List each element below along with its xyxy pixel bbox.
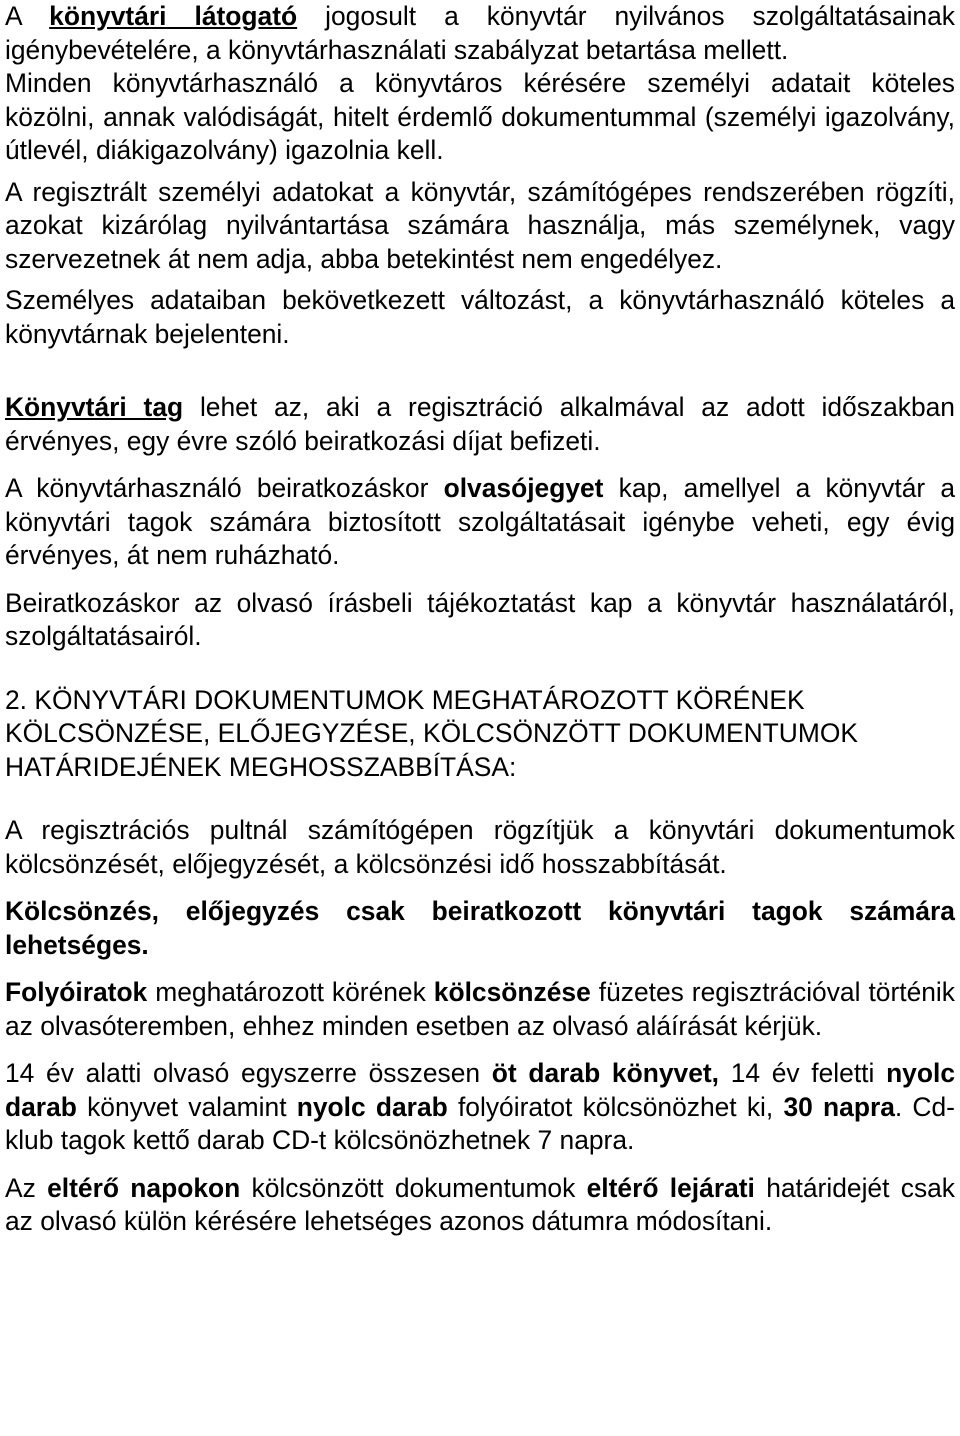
paragraph-information: Beiratkozáskor az olvasó írásbeli tájékoztatást kap a könyvtár használatáról, szolgáltatásairól.: [5, 587, 955, 651]
term-library-member: Könyvtári tag: [5, 392, 184, 422]
paragraph-registered-data: A regisztrált személyi adatokat a könyvtár, számítógépes rendszerében rögzíti, azokat kizárólag nyilvántartása számára használja, más személynek, vagy szervezetnek át nem adja, abba betekintést nem engedélyez.: [5, 176, 955, 274]
paragraph-reader-card: A könyvtárhasználó beiratkozáskor olvasójegyet kap, amellyel a könyvtár a könyvtári tagok számára biztosított szolgáltatásait igénybe veheti, egy évig érvényes, át nem ruházható.: [5, 473, 956, 570]
paragraph-registration-desk: A regisztrációs pultnál számítógépen rögzítjük a könyvtári dokumentumok kölcsönzését, előjegyzését, a kölcsönzési idő hosszabbítását.: [5, 815, 955, 879]
paragraph-due-dates: Az eltérő napokon kölcsönzött dokumentumok eltérő lejárati határidejét csak az olvasó külön kérésére lehetséges azonos dátumra módosítani.: [5, 1172, 956, 1236]
term-reader-card: olvasójegyet: [443, 473, 604, 503]
paragraph-visitor: A könyvtári látogató jogosult a könyvtár nyilvános szolgáltatásainak igénybevételére, a könyvtárhasználati szabályzat betartása mellett.: [5, 1, 955, 65]
paragraph-loan-limits: 14 év alatti olvasó egyszerre összesen öt darab könyvet, 14 év feletti nyolc darab könyvet valamint nyolc darab folyóiratot kölcsönözhet ki, 30 napra. Cd-klub tagok kettő darab CD-t kölcsönözhetnek 7 napra.: [5, 1058, 955, 1155]
term-library-visitor: könyvtári látogató: [49, 1, 298, 31]
paragraph-personal-data: Minden könyvtárhasználó a könyvtáros kérésére személyi adatait köteles közölni, annak valódiságát, hitelt érdemlő dokumentummal (személyi igazolvány, útlevél, diákigazolvány) igazolnia kell.: [5, 68, 955, 165]
paragraph-data-change: Személyes adataiban bekövetkezett változást, a könyvtárhasználó köteles a könyvtárnak bejelenteni.: [5, 285, 955, 349]
section-heading: 2. KÖNYVTÁRI DOKUMENTUMOK MEGHATÁROZOTT KÖRÉNEK KÖLCSÖNZÉSE, ELŐJEGYZÉSE, KÖLCSÖNZÖTT DOKUMENTUMOK HATÁRIDEJÉNEK MEGHOSSZABBÍTÁSA:: [5, 684, 858, 782]
paragraph-member: Könyvtári tag lehet az, aki a regisztráció alkalmával az adott időszakban érvényes, egy évre szóló beiratkozási díjat befizeti.: [5, 392, 955, 456]
paragraph-periodicals: Folyóiratok meghatározott körének kölcsönzése füzetes regisztrációval történik az olvasóteremben, ehhez minden esetben az olvasó aláírását kérjük.: [5, 977, 955, 1041]
paragraph-members-only: Kölcsönzés, előjegyzés csak beiratkozott könyvtári tagok számára lehetséges.: [5, 896, 955, 960]
